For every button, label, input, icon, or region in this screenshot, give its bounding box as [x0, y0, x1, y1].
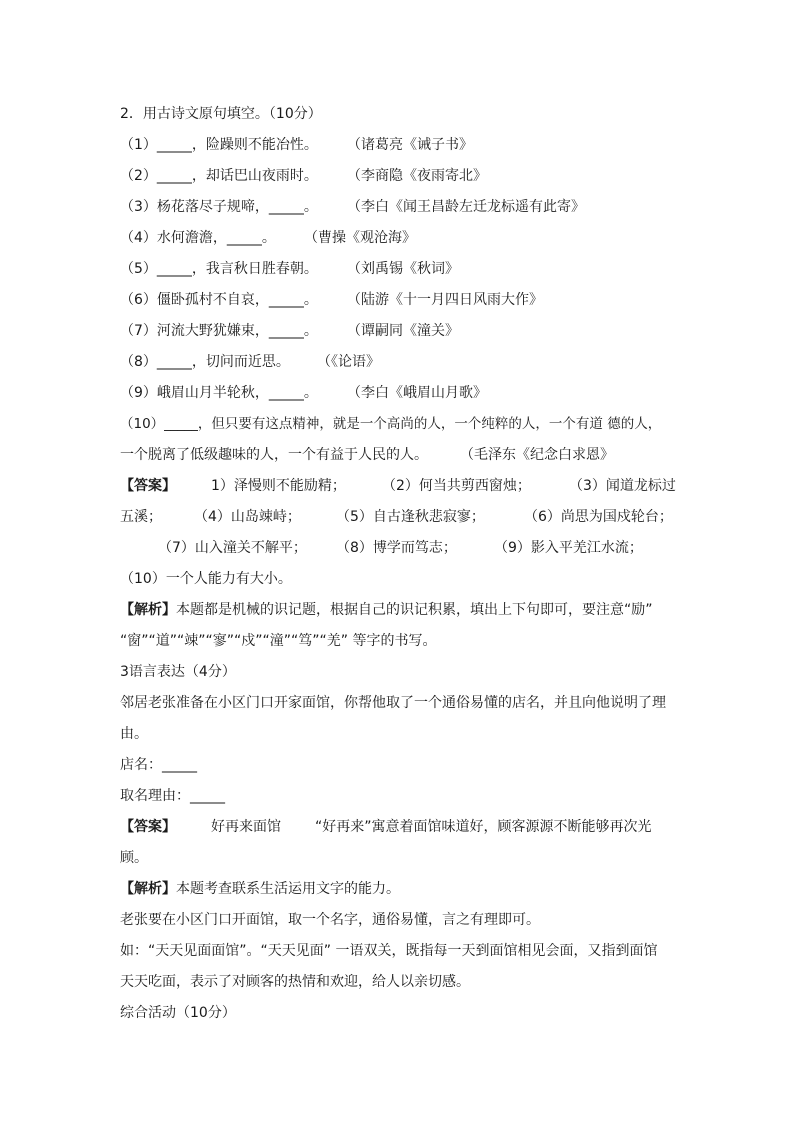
q3-analysis-line2: 老张要在小区门口开面馆，取一个名字，通俗易懂，言之有理即可。: [120, 912, 540, 928]
answer-1: 1）泽慢则不能励精；: [211, 478, 346, 494]
q4-title: 综合活动（10分）: [120, 1005, 236, 1021]
answer-6: （6）尚思为国戍轮台；: [524, 509, 673, 525]
item-text: 一个脱离了低级趣味的人，一个有益于人民的人。: [120, 447, 428, 463]
item-source: （陆游《十一月四日风雨大作》: [347, 292, 543, 308]
item-source: （曹操《观沧海》: [304, 230, 416, 246]
answer-10: （10）一个人能力有大小。: [120, 571, 292, 587]
answer-8: （8）博学而笃志；: [336, 540, 457, 556]
q3-reason: 取名理由：_____: [120, 788, 225, 804]
answer-3: （3）闻道龙标过: [569, 478, 676, 494]
answer-5: （5）自古逢秋悲寂寥；: [336, 509, 485, 525]
answer-name: 好再来面馆: [211, 819, 281, 835]
analysis-text: 本题都是机械的识记题，根据自己的识记积累，填出上下句即可，要注意“励”: [176, 602, 653, 618]
analysis-label: 【解析】: [120, 881, 176, 897]
analysis-label: 【解析】: [120, 602, 176, 618]
item-text: （8）_____，切问而近思。: [120, 354, 290, 370]
item-source: （《论语》: [317, 354, 380, 370]
item-source: （谭嗣同《潼关》: [347, 323, 459, 339]
answer-label: 【答案】: [120, 819, 176, 835]
answer-4: （4）山岛竦峙；: [194, 509, 301, 525]
answer-3-cont: 五溪；: [120, 509, 162, 525]
analysis-text: 本题考查联系生活运用文字的能力。: [176, 881, 400, 897]
q3-prompt-line1: 邻居老张准备在小区门口开家面馆，你帮他取了一个通俗易懂的店名，并且向他说明了理: [120, 695, 666, 711]
answer-label: 【答案】: [120, 478, 176, 494]
q3-prompt-line2: 由。: [120, 726, 148, 742]
answer-9: （9）影入平羌江水流；: [494, 540, 643, 556]
answer-2: （2）何当共剪西窗烛；: [382, 478, 531, 494]
item-source: （刘禹锡《秋词》: [347, 261, 459, 277]
q3-title: 3语言表达（4分）: [120, 664, 236, 680]
answer-7: （7）山入潼关不解平；: [158, 540, 307, 556]
item-source: （李白《峨眉山月歌》: [347, 385, 487, 401]
item-source: （李白《闻王昌龄左迁龙标遥有此寄》: [347, 199, 585, 215]
answer-reason: “好再来”寓意着面馆味道好，顾客源源不断能够再次光: [315, 819, 652, 835]
item-text: （7）河流大野犹嫌束，_____。: [120, 323, 318, 339]
item-text: （4）水何澹澹，_____。: [120, 230, 276, 246]
q3-answer-line2: 顾。: [120, 850, 148, 866]
q2-analysis-line2: “窗”“道”“竦”“寥”“戍”“潼”“笃”“羌” 等字的书写。: [120, 633, 437, 649]
q3-analysis-line3: 如：“天天见面面馆”。“天天见面” 一语双关，既指每一天到面馆相见会面，又指到面馆: [120, 943, 658, 959]
q3-analysis-line4: 天天吃面，表示了对顾客的热情和欢迎，给人以亲切感。: [120, 974, 470, 990]
q2-item-10-line1: （10）_____，但只要有这点精神，就是一个高尚的人，一个纯粹的人，一个有道 德的人，: [120, 416, 662, 432]
item-text: （1）_____，险躁则不能冶性。: [120, 137, 318, 153]
q2-title: 2．用古诗文原句填空。（10分）: [120, 106, 322, 122]
item-source: （诸葛亮《诫子书》: [347, 137, 473, 153]
item-text: （9）峨眉山月半轮秋，_____。: [120, 385, 318, 401]
item-text: （3）杨花落尽子规啼，_____。: [120, 199, 318, 215]
item-text: （6）僵卧孤村不自哀，_____。: [120, 292, 318, 308]
item-text: （5）_____，我言秋日胜春朝。: [120, 261, 318, 277]
item-source: （毛泽东《纪念白求恩》: [460, 447, 614, 463]
q3-shop-name: 店名：_____: [120, 757, 197, 773]
item-source: （李商隐《夜雨寄北》: [347, 168, 487, 184]
item-text: （2）_____，却话巴山夜雨时。: [120, 168, 318, 184]
